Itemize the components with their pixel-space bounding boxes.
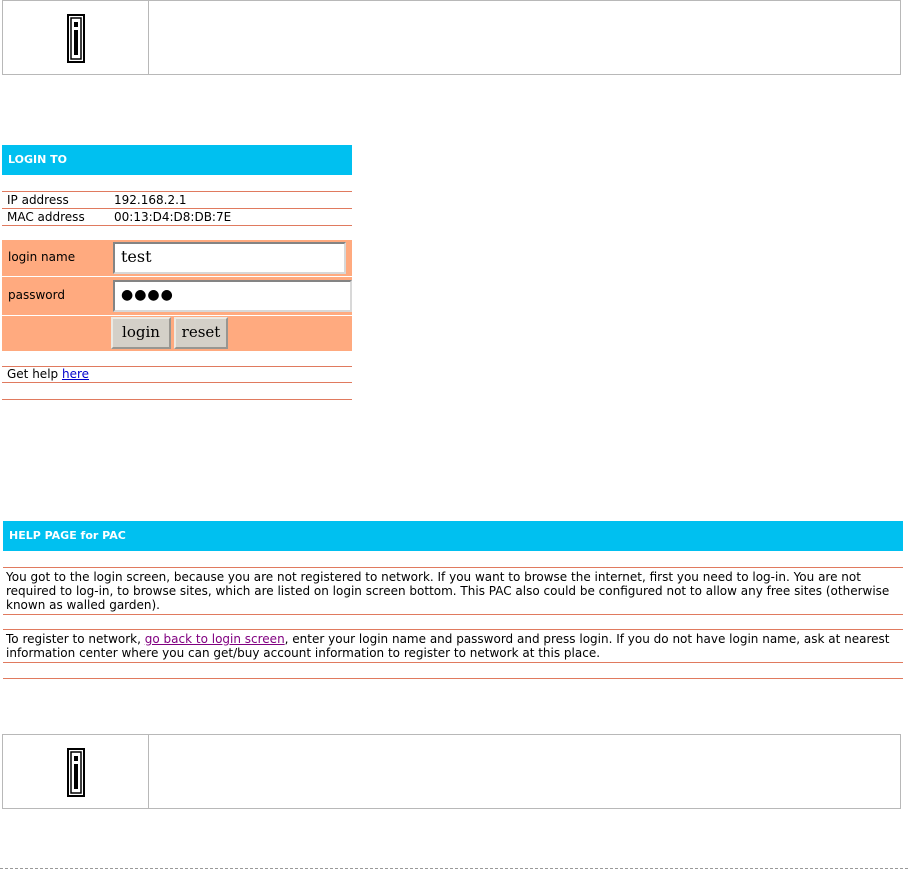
- password-label: password: [8, 288, 65, 302]
- back-to-login-link[interactable]: go back to login screen: [144, 632, 285, 646]
- divider: [3, 678, 903, 679]
- login-name-input[interactable]: test: [113, 242, 346, 274]
- mac-label: MAC address: [7, 210, 85, 224]
- help-paragraph-1: You got to the login screen, because you are not registered to network. If you want to browse the internet, first you need to log-in. You are not required to log-in, to browse sites, which are listed on login screen bottom. This PAC also could be configured not to allow any free sites (otherwise known as walled garden).: [6, 570, 890, 612]
- password-input[interactable]: ●●●●: [113, 280, 352, 312]
- login-name-label: login name: [8, 250, 76, 264]
- info-icon: [67, 14, 85, 63]
- password-row: [2, 276, 352, 315]
- help-panel: [3, 521, 903, 679]
- login-name-row: [2, 240, 352, 276]
- help-prefix: Get help: [7, 367, 62, 381]
- button-row: [2, 315, 352, 351]
- info-icon-cell: [3, 1, 149, 74]
- info-icon: [67, 748, 85, 797]
- login-panel: [2, 145, 352, 400]
- help-link[interactable]: here: [61, 367, 90, 381]
- login-header: LOGIN TO: [2, 145, 352, 175]
- info-note-top: [2, 0, 901, 75]
- help-paragraph-2: [3, 630, 903, 662]
- help-header: HELP PAGE for PAC: [3, 521, 903, 551]
- page-divider: [0, 868, 908, 869]
- info-note-bottom: [2, 734, 901, 809]
- para2-suffix: , enter your login name and password and press login. If you do not have login name, ask at nearest information center where you can get/buy account information to register to network at this place.: [6, 632, 890, 660]
- para2-prefix: To register to network,: [6, 632, 145, 646]
- ip-label: IP address: [7, 193, 69, 207]
- help-text: [7, 367, 89, 382]
- help-row: [2, 367, 352, 382]
- reset-button[interactable]: reset: [174, 317, 228, 349]
- ip-value: 192.168.2.1: [114, 193, 187, 207]
- ip-row: [2, 192, 352, 208]
- mac-row: [2, 209, 352, 225]
- mac-value: 00:13:D4:D8:DB:7E: [114, 210, 232, 224]
- divider: [2, 399, 352, 400]
- info-icon-cell: [3, 735, 149, 808]
- login-button[interactable]: login: [111, 317, 171, 349]
